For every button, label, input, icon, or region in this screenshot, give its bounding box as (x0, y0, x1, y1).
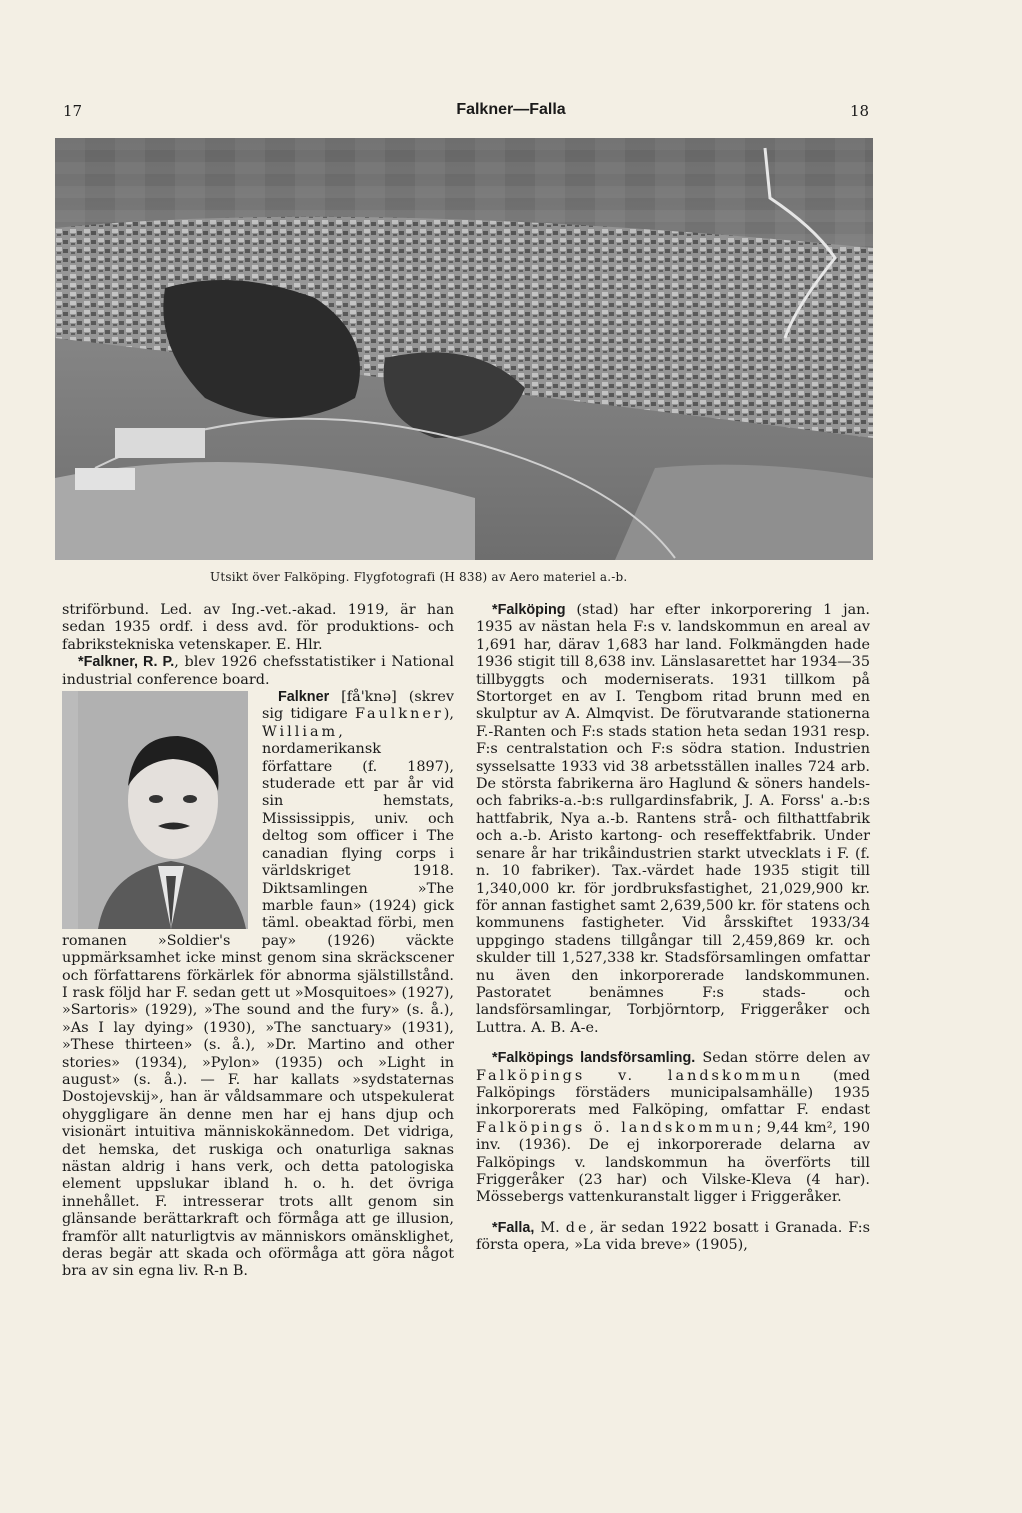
page-number-left: 17 (63, 102, 83, 120)
page-number-right: 18 (850, 102, 870, 120)
article-falkner-rp: *Falkner, R. P., blev 1926 chefsstatistiker i National industrial conference board. (62, 654, 454, 688)
article-falkopings-landsforsamling: *Falköpings landsförsamling. Sedan större delen av Falköpings v. landskommun (med Falköpings förstäders municipalsamhälle) 1935 inkorporerats med Falköping, omfattar F. endast Falköpings ö. landskommun; 9,44 km², 190 inv. (1936). De ej inkorporerade delarna av Falköpings v. landskommun ha överförts till Friggeråker (23 har) och Vilske-Kleva (4 har). Mössebergs vattenkuranstalt ligger i Friggeråker. (476, 1050, 870, 1206)
aerial-photo-falkoping (55, 138, 873, 560)
running-head: Falkner—Falla (456, 101, 566, 118)
article-continuation: striförbund. Led. av Ing.-vet.-akad. 1919, är han sedan 1935 ordf. i dess avd. för produktions- och fabrikstekniska vetenskaper. E. Hlr. (62, 602, 454, 653)
article-falla: *Falla, M. de, är sedan 1922 bosatt i Granada. F:s första opera, »La vida breve» (1905), (476, 1219, 870, 1254)
portrait-photo (62, 691, 248, 929)
left-column (62, 602, 454, 1281)
article-falkoping: *Falköping (stad) har efter inkorporering 1 jan. 1935 av nästan hela F:s v. landskommun en areal av 1,691 har, därav 1,683 har land. Folkmängden hade 1936 stigit till 8,638 inv. Länslasarettet har 1934—35 tillbyggts och moderniserats. 1931 tillkom på Stortorget en av I. Tengbom ritad brunn med en skulptur av A. Almqvist. De förutvarande stationerna F.-Ranten och F:s stads station heta sedan 1931 resp. F:s centralstation och F:s södra station. Industrien sysselsatte 1933 vid 38 arbetsställen inalles 724 arb. De största fabrikerna äro Haglund & söners handels- och fabriks-a.-b:s rullgardinsfabrik, J. A. Forss' a.-b:s hattfabrik, Nya a.-b. Rantens strå- och filthattfabrik och a.-b. Aristo kartong- och reseffektfabrik. Under senare år har trikåindustrien starkt utvecklats i F. (f. n. 10 fabriker). Tax.-värdet hade 1935 stigit till 1,340,000 kr. för jordbruksfastighet, 21,029,900 kr. för annan fastighet samt 2,639,500 kr. för statens och kommunens fastigheter. Vid årsskiftet 1933/34 uppgingo stadens tillgångar till 2,459,869 kr. och skulder till 1,527,338 kr. Stadsförsamlingen omfattar nu även den inkorporerade landskommunen. Pastoratet benämnes F:s stads- och landsförsamlingar, Torbjörntorp, Friggeråker och Luttra. A. B. A-e. (476, 602, 870, 1036)
right-column (476, 602, 870, 1255)
photo-caption: Utsikt över Falköping. Flygfotografi (H 838) av Aero materiel a.-b. (210, 570, 628, 584)
article-falkner-william: Falkner [få'knə] (skrev sig tidigare Faulkner), William, nordamerikansk författare (f. 1897), studerade ett par år vid sin hemstats, Mississippis, univ. och deltog som officer i The canadian flying corps i världskriget 1918. Diktsamlingen »The marble faun» (1924) gick täml. obeaktad förbi, men romanen »Soldier's pay» (1926) väckte uppmärksamhet icke minst genom sina skräckscener och författarens förkärlek för abnorma själstillstånd. I rask följd har F. sedan gett ut »Mosquitoes» (1927), »Sartoris» (1929), »The sound and the fury» (s. å.), »As I lay dying» (1930), »The sanctuary» (1931), »These thirteen» (s. å.), »Dr. Martino and other stories» (1934), »Pylon» (1935) och »Light in august» (s. å.). — F. har kallats »sydstaternas Dostojevskij», han är våldsammare och utspekulerat ohyggligare än denne men har ej hans djup och visionärt intuitiva människokännedom. Det vidriga, det hemska, det ruskiga och onaturliga saknas nästan aldrig i hans verk, och detta patologiska element uppslukar ibland h. o. h. det övriga innehållet. F. intresserar trots allt genom sin glänsande berättarkraft och förmåga att ge illusion, framför allt naturligtvis av människors omänsklighet, deras begär att skada och oförmåga att göra något bra av sin egna liv. R-n B. (62, 689, 454, 1280)
